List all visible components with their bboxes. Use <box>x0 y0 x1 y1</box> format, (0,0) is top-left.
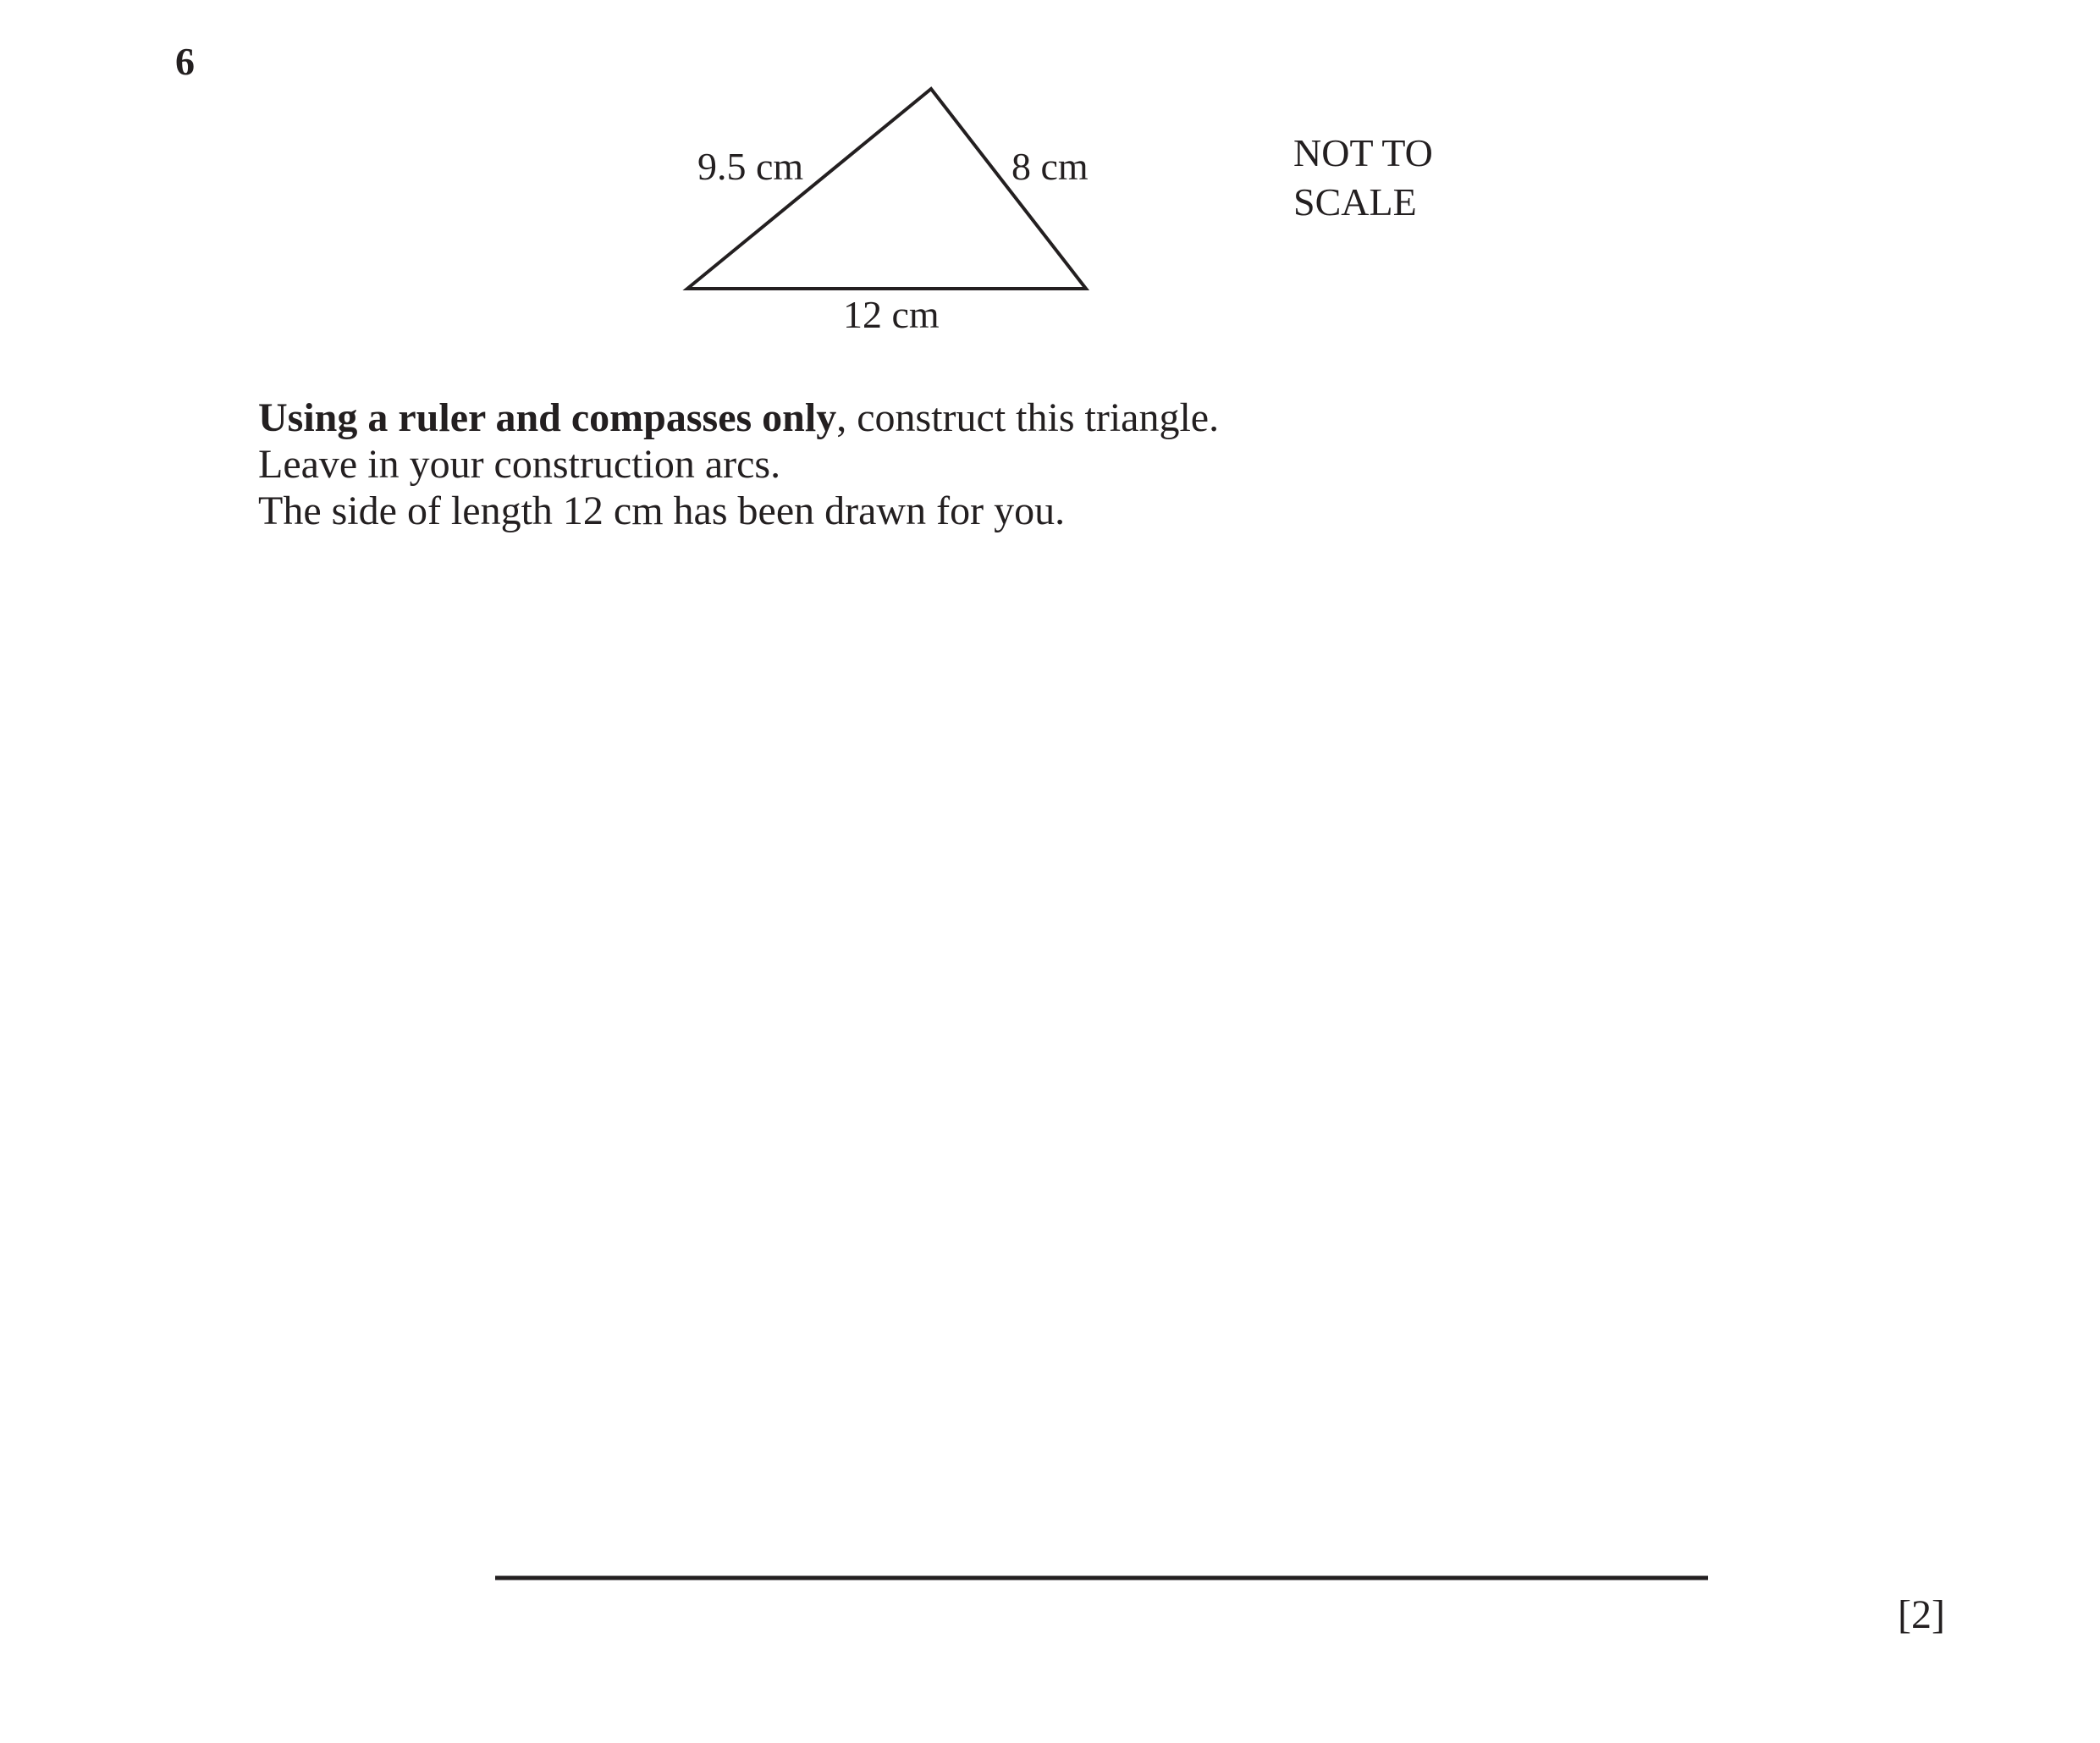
side-left-label: 9.5 cm <box>697 145 804 188</box>
scale-note-line1: NOT TO <box>1293 131 1433 174</box>
side-base-label: 12 cm <box>843 293 940 336</box>
instruction-line-3: The side of length 12 cm has been drawn for you. <box>258 488 1066 533</box>
marks-available: [2] <box>1898 1592 1945 1637</box>
question-number: 6 <box>175 40 195 83</box>
side-right-label: 8 cm <box>1011 145 1089 188</box>
instruction-line-1-rest: , construct this triangle. <box>836 395 1220 440</box>
instruction-line-2: Leave in your construction arcs. <box>258 442 781 487</box>
scale-note-line2: SCALE <box>1293 180 1417 223</box>
instruction-emphasis: Using a ruler and compasses only <box>258 395 837 440</box>
